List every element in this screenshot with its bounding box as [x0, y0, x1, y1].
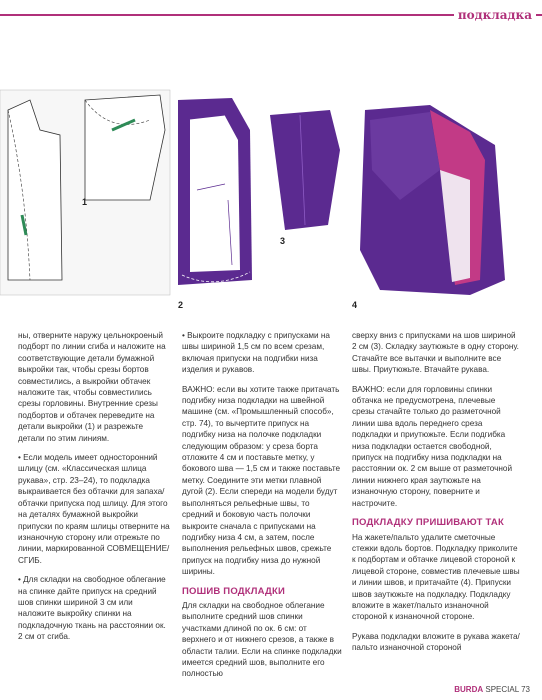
figure-3-number: 3: [280, 236, 286, 246]
paragraph: ны, отверните наружу цельнокроеный подборт по линии сгиба и наложите на соответствующие детали бумажной выкройки так, чтобы срезы бортов совместились, а выкройки обтачек наложите так, чтобы совместились срезы горловины. Внутренние срезы подбортов и обтачек переведите на детали выкройки (1) и разрежьте детали по этим линиям.: [18, 331, 166, 443]
paragraph: • Если модель имеет односторонний шлицу (см. «Классическая шлица рукава», стр. 23–24), то подкладка выкраивается без обтачки для запаха/обтачки припуска под шлицу. Для этого на деталях бумажной выкройки припуски по краям шлицы отверните на изнаночную сторону или отрежьте по линии, маркированной СОВМЕЩЕНИЕ/СГИБ.: [18, 453, 170, 565]
brand-special: SPECIAL: [485, 685, 519, 694]
figure-4-number: 4: [352, 300, 358, 310]
paragraph: ВАЖНО: если вы хотите также притачать подгибку низа подкладки на швейной машине (см. «Промышленный способ», стр. 74), то вычертите припуск на подгибку низа на полочке подкладки следующим образом: у среза борта отложите 4 см и поставьте метку, у бокового шва — 1,5 см и также поставьте метку. Соедините эти метки плавной дугой (2). Если спереди на модели будут выполняться рельефные швы, то средний и боковую часть полочки выкроите сначала с припусками на подгибку низа 4 см, а затем, после выполнения рельефных швов, срежьте припуск на подгибку низа до нужной ширины.: [182, 384, 341, 577]
front-lining-figure: [178, 98, 252, 285]
paragraph: Рукава подкладки вложите в рукава жакета/пальто изнаночной стороной: [352, 631, 520, 653]
illustrations: [0, 50, 542, 320]
header: [434, 0, 542, 30]
section-label: подкладка: [454, 8, 536, 22]
jacket-lining-figure: [360, 105, 505, 295]
paragraph: • Выкроите подкладку с припусками на швы шириной 1,5 см по всем срезам, включая припуски на подгибки низа изделия и рукавов.: [182, 331, 330, 375]
paragraph: ВАЖНО: если для горловины спинки обтачка не предусмотрена, плечевые срезы стачайте только до разметочной линии шва вдоль переднего среза подкладки и приутюжьте. Если подгибка низа подкладки остается свободной, припуск на подгибку низа подкладки на расстоянии ок. 2 см выше от разметочной линии нижнего края заутюжьте на изнаночную сторону, поверните и настрочите.: [352, 384, 513, 508]
text-column-2: [182, 330, 342, 688]
figure-1-number: 1: [82, 197, 88, 207]
pattern-pieces-figure: [0, 90, 170, 295]
figure-2-number: 2: [178, 300, 184, 310]
section-title: ПОДКЛАДКУ ПРИШИВАЮТ ТАК: [352, 517, 504, 529]
paragraph: сверху вниз с припусками на шов шириной 2 см (3). Складку заутюжьте в одну сторону. Стачайте все вытачки и выполните все швы. Приутюжьте. Втачайте рукава.: [352, 331, 519, 375]
paragraph: На жакете/пальто удалите сметочные стежки вдоль бортов. Подкладку приколите к подбортам и обтачке лицевой стороной к лицевой стороне, совместив плечевые швы и линии швов, и притачайте (4). Припуски швов заутюжьте на подкладку. Подкладку вложите в жакет/пальто изнаночной стороной к изнаночной стороне.: [352, 532, 520, 622]
page-number: 73: [521, 685, 530, 694]
page-footer: [454, 685, 530, 694]
paragraph: • Для складки на свободное облегание на спинке дайте припуск на средний шов спинки шириной 3 см или наложите выкройку спинки на подкладочную ткань на расстоянии ок. 2 см от сгиба.: [18, 575, 166, 642]
section-title: ПОШИВ ПОДКЛАДКИ: [182, 585, 286, 597]
brand-name: BURDA: [454, 685, 484, 694]
text-column-1: [18, 330, 170, 651]
text-column-3: [352, 330, 520, 662]
back-lining-figure: [270, 110, 340, 230]
paragraph: Для складки на свободное облегание выполните средний шов спинки участками длиной по ок. 6 см: от верхнего и от нижнего срезов, а также в области талии. Если на спинке подкладки имеется средний шов, выполните его полностью: [182, 600, 342, 679]
